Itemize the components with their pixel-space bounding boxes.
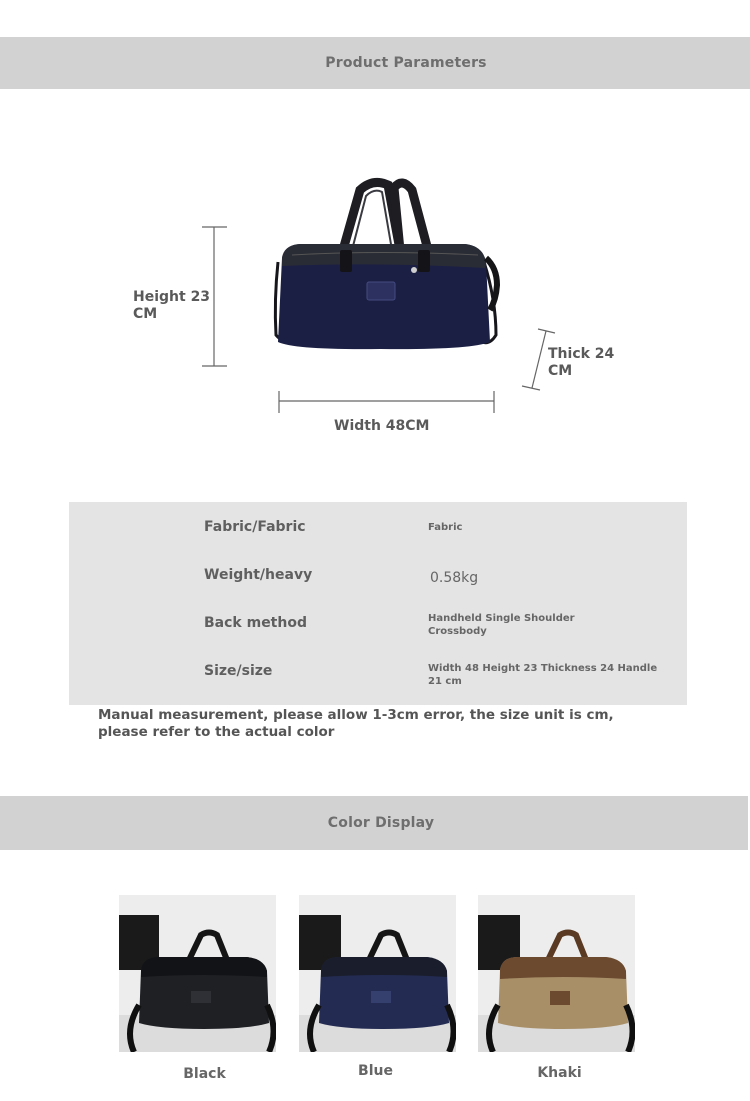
dimension-diagram	[0, 90, 750, 450]
measurement-note: Manual measurement, please allow 1-3cm error, the size unit is cm, please refer to the actual color	[98, 707, 614, 740]
height-label: Height 23 CM	[133, 289, 211, 322]
swatch-image-blue[interactable]	[299, 895, 456, 1052]
spec-value-back-method: Handheld Single Shoulder Crossbody	[428, 613, 575, 637]
spec-value-weight: 0.58kg	[430, 570, 479, 586]
specs-table	[69, 502, 687, 705]
spec-label-weight: Weight/heavy	[204, 567, 313, 583]
color-banner	[0, 796, 748, 850]
spec-value-size: Width 48 Height 23 Thickness 24 Handle 21 cm	[428, 663, 658, 687]
parameters-banner	[0, 37, 750, 89]
width-label: Width 48CM	[334, 418, 430, 434]
swatch-label-khaki: Khaki	[537, 1065, 582, 1081]
parameters-title: Product Parameters	[325, 55, 487, 71]
spec-label-fabric: Fabric/Fabric	[204, 519, 306, 535]
spec-value-fabric: Fabric	[428, 522, 463, 533]
spec-label-size: Size/size	[204, 663, 273, 679]
thick-label: Thick 24 CM	[548, 346, 615, 379]
swatch-image-black[interactable]	[119, 895, 276, 1052]
width-dimension-line	[279, 391, 494, 413]
swatch-label-black: Black	[183, 1066, 226, 1082]
bag-illustration	[275, 182, 497, 349]
spec-label-back-method: Back method	[204, 615, 307, 631]
color-title: Color Display	[327, 815, 435, 831]
swatch-label-blue: Blue	[358, 1063, 393, 1079]
swatch-image-khaki[interactable]	[478, 895, 635, 1052]
